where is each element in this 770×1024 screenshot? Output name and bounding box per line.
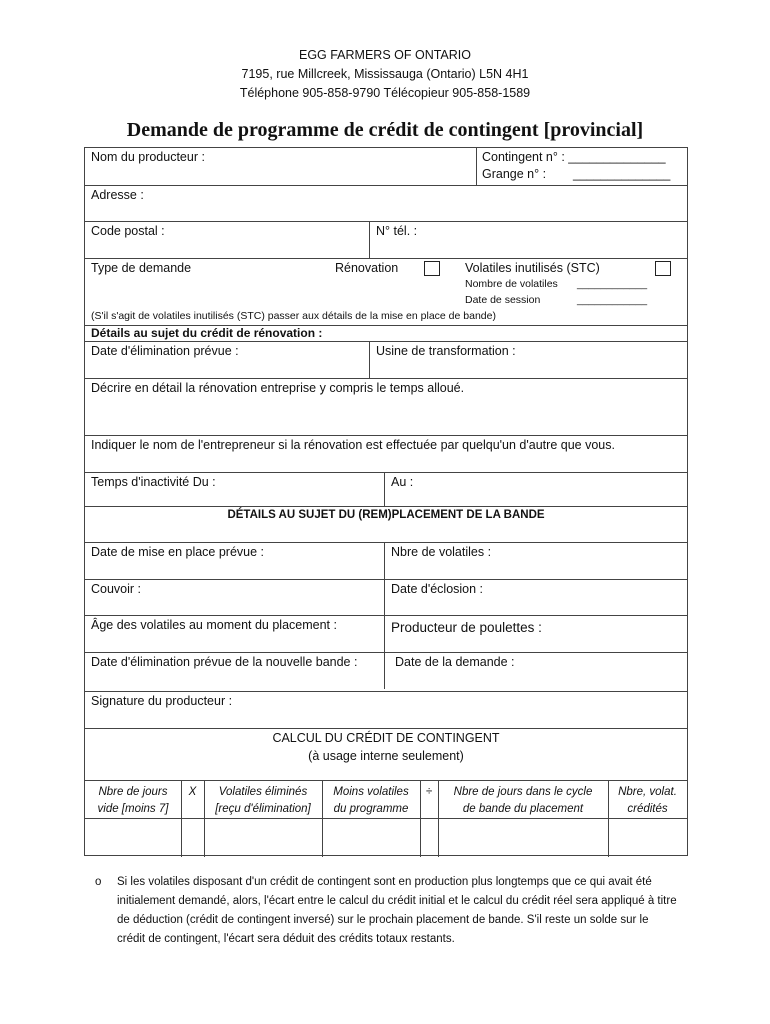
- unused-birds-checkbox[interactable]: [655, 261, 671, 276]
- col-cycle-days-header: Nbre de jours dans le cycle de bande du placement: [453, 786, 593, 815]
- calculation-title: CALCUL DU CRÉDIT DE CONTINGENT: [272, 731, 500, 745]
- col-multiply-header: X: [188, 786, 197, 798]
- signature-field[interactable]: Signature du producteur :: [91, 694, 233, 708]
- unused-birds-label: Volatiles inutilisés (STC): [465, 261, 600, 275]
- pullet-grower-field[interactable]: Producteur de poulettes :: [391, 620, 542, 635]
- bird-count-field[interactable]: ____________: [577, 278, 648, 290]
- new-flock-elimination-field[interactable]: Date d'élimination prévue de la nouvelle bande :: [91, 655, 358, 669]
- postal-code-field[interactable]: Code postal :: [91, 224, 165, 238]
- org-name: EGG FARMERS OF ONTARIO: [298, 48, 471, 62]
- downtime-from-field[interactable]: Temps d'inactivité Du :: [91, 475, 216, 489]
- application-form: [84, 147, 688, 856]
- barn-number-blank: ______________: [573, 167, 671, 181]
- bird-number-field[interactable]: Nbre de volatiles :: [391, 545, 492, 559]
- contractor-field[interactable]: Indiquer le nom de l'entrepreneur si la rénovation est effectuée par quelqu'un d'autre que vous.: [91, 438, 615, 452]
- address-field[interactable]: Adresse :: [91, 188, 144, 202]
- footnote-bullet: o: [95, 876, 102, 888]
- bird-count-label: Nombre de volatiles: [465, 278, 558, 290]
- renovation-description-field[interactable]: Décrire en détail la rénovation entreprise y compris le temps alloué.: [91, 381, 465, 395]
- calculation-subtitle: (à usage interne seulement): [308, 749, 464, 763]
- barn-number-field[interactable]: Grange n° :: [482, 167, 547, 181]
- col-divide-header: ÷: [425, 786, 433, 798]
- stc-note: (S'il s'agit de volatiles inutilisés (STC) passer aux détails de la mise en place de bande): [91, 310, 496, 322]
- renovation-checkbox[interactable]: [424, 261, 440, 276]
- renovation-details-heading: Détails au sujet du crédit de rénovation :: [91, 326, 323, 340]
- footnote-text: Si les volatiles disposant d'un crédit de contingent sont en production plus longtemps que ce qui avait été initialement demandé, alors, l'écart entre le calcul du crédit initial et le calcul du crédit réel sera appliqué à titre de déduction (crédit de contingent inversé) sur le prochain placement de bande. S'il reste un solde sur le crédit de contingent, l'écart sera déduit des crédits totaux restants.: [117, 876, 677, 945]
- bird-age-field[interactable]: Âge des volatiles au moment du placement :: [91, 618, 337, 632]
- renovation-label: Rénovation: [335, 261, 399, 275]
- placement-section-heading: DÉTAILS AU SUJET DU (REM)PLACEMENT DE LA BANDE: [227, 509, 545, 521]
- downtime-to-field[interactable]: Au :: [391, 475, 414, 489]
- phone-number-field[interactable]: N° tél. :: [376, 224, 418, 238]
- org-address: 7195, rue Millcreek, Mississauga (Ontario) L5N 4H1: [241, 67, 529, 81]
- hatch-date-field[interactable]: Date d'éclosion :: [391, 582, 484, 596]
- col-empty-days-header: Nbre de jours vide [moins 7]: [97, 786, 169, 815]
- col-birds-eliminated-header: Volatiles éliminés [reçu d'élimination]: [215, 786, 311, 815]
- page-title: Demande de programme de crédit de contingent [provincial]: [126, 119, 644, 141]
- org-phone: Téléphone 905-858-9790 Télécopieur 905-858-1589: [239, 86, 531, 100]
- col-credited-birds-header: Nbre, volat. crédités: [618, 786, 677, 815]
- session-date-label: Date de session: [465, 294, 541, 306]
- session-date-field[interactable]: ____________: [577, 294, 648, 306]
- quota-number-field[interactable]: Contingent n° : ______________: [482, 150, 666, 164]
- producer-name-field[interactable]: Nom du producteur :: [91, 150, 205, 164]
- elimination-date-field[interactable]: Date d'élimination prévue :: [91, 344, 239, 358]
- request-type-label: Type de demande: [91, 261, 192, 275]
- col-program-birds-header: Moins volatiles du programme: [333, 786, 409, 815]
- placement-date-field[interactable]: Date de mise en place prévue :: [91, 545, 265, 559]
- processing-plant-field[interactable]: Usine de transformation :: [376, 344, 516, 358]
- hatchery-field[interactable]: Couvoir :: [91, 582, 142, 596]
- request-date-field[interactable]: Date de la demande :: [395, 655, 515, 669]
